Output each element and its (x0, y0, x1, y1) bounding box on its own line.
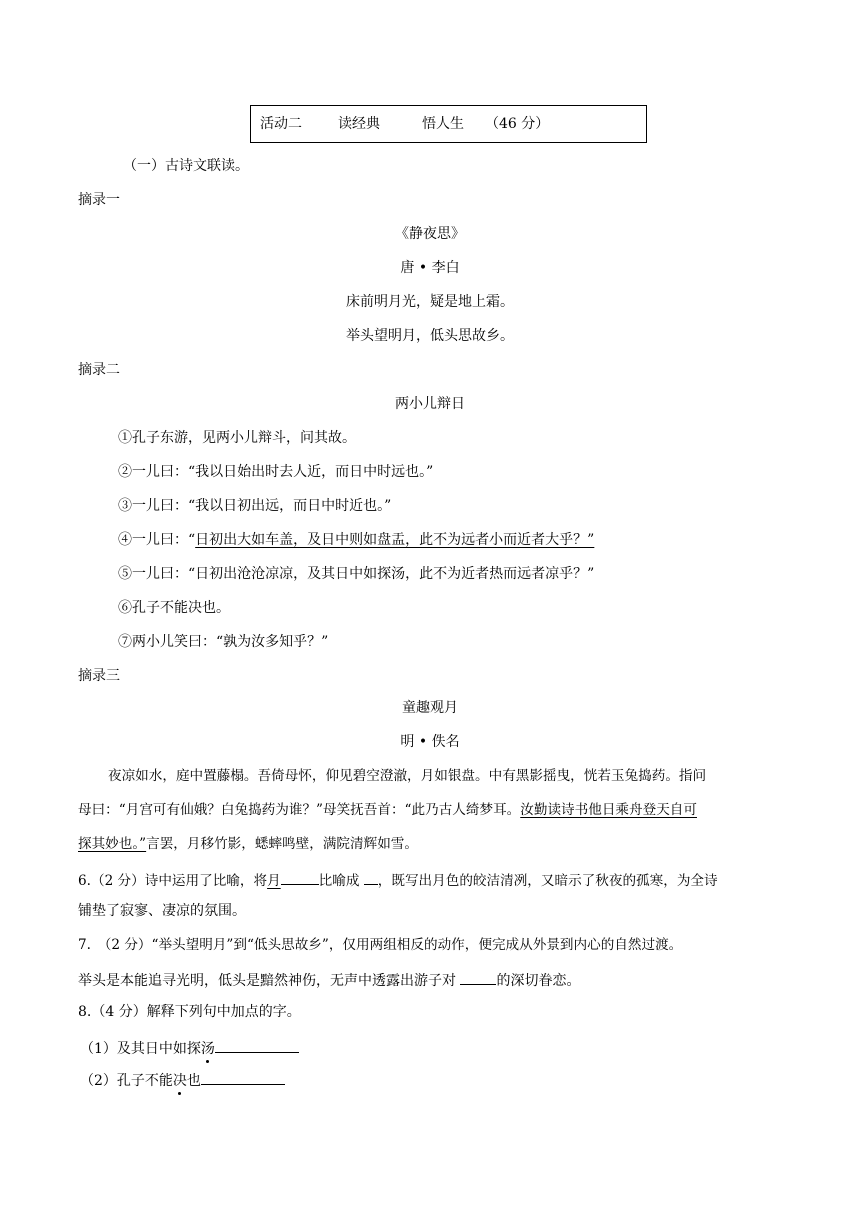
excerpt3-title: 童趣观月 (402, 700, 458, 716)
activity-score: （46 分） (485, 116, 550, 132)
question-8-item-1 (80, 1036, 299, 1059)
q6-text-c: ，既写出月色的皎洁清冽，又暗示了秋夜的孤寒，为全诗 (377, 873, 718, 889)
question-8-title: 8.（4 分）解释下列句中加点的字。 (78, 1004, 301, 1020)
question-8-item-2 (80, 1068, 285, 1091)
excerpt3-line-2 (78, 800, 697, 820)
excerpt3-label: 摘录三 (78, 668, 120, 684)
excerpt3-author: 明 • 佚名 (400, 734, 460, 750)
q8-2-text: （2）孔子不能 (80, 1073, 173, 1089)
excerpt1-label: 摘录一 (78, 192, 120, 208)
sentence-4-prefix: ④一儿曰：“ (118, 532, 196, 548)
q8-1-dotted-char: 汤 (200, 1041, 215, 1057)
q6-text-a: 6.（2 分）诗中运用了比喻，将 (78, 873, 268, 889)
excerpt2-sentence-4 (118, 530, 594, 550)
poem-line-2: 举头望明月，低头思故乡。 (346, 328, 514, 344)
excerpt3-line-1: 夜凉如水，庭中置藤榻。吾倚母怀，仰见碧空澄澈，月如银盘。中有黑影摇曳，恍若玉兔捣药。指问 (108, 768, 707, 784)
activity-part2: 悟人生 (422, 116, 464, 132)
line-2-prefix: 母曰：“月宫可有仙娥？白兔捣药为谁？”母笑抚吾首：“此乃古人绮梦耳。 (78, 802, 521, 818)
q6-text-b: 比喻成 (318, 873, 360, 889)
activity-label: 活动二 (260, 116, 302, 132)
q6-blank-2[interactable] (364, 868, 378, 885)
line-3-suffix: 言罢，月移竹影，蟋蟀鸣壁，满院清辉如雪。 (146, 836, 418, 852)
excerpt3-line-3 (78, 834, 418, 854)
q8-2-text-b: 也 (186, 1073, 201, 1089)
q8-2-dotted-char: 决 (172, 1073, 187, 1089)
excerpt2-sentence-6: ⑥孔子不能决也。 (118, 600, 230, 616)
q6-blank-1[interactable] (281, 868, 319, 885)
excerpt2-sentence-2: ②一儿曰：“我以日始出时去人近，而日中时远也。” (118, 464, 434, 480)
q7-text-a: 举头是本能追寻光明，低头是黯然神伤，无声中透露出游子对 (78, 973, 456, 989)
excerpt2-label: 摘录二 (78, 362, 120, 378)
q6-answer: 月 (267, 873, 281, 889)
excerpt2-title: 两小儿辩日 (395, 396, 465, 412)
question-6-line-1 (78, 868, 718, 891)
activity-header-box (250, 105, 647, 143)
q8-1-answer-blank[interactable] (215, 1036, 299, 1053)
excerpt2-sentence-7: ⑦两小儿笑曰：“孰为汝多知乎？” (118, 634, 329, 650)
question-7-line-1: 7. （2 分）“举头望明月”到“低头思故乡”，仅用两组相反的动作，便完成从外景到内心的自然过渡。 (78, 937, 683, 953)
sentence-4-underlined: 日初出大如车盖，及日中则如盘盂，此不为远者小而近者大乎？” (195, 532, 595, 548)
line-2-underlined: 汝勤读诗书他日乘舟登天自可 (520, 802, 697, 818)
excerpt2-sentence-1: ①孔子东游，见两小儿辩斗，问其故。 (118, 430, 356, 446)
q8-2-answer-blank[interactable] (201, 1068, 285, 1085)
activity-part1: 读经典 (338, 116, 380, 132)
q7-blank[interactable] (460, 968, 496, 985)
q7-text-b: 的深切眷恋。 (496, 973, 581, 989)
excerpt1-author: 唐 • 李白 (400, 260, 460, 276)
question-7-line-2 (78, 968, 580, 991)
poem-line-1: 床前明月光，疑是地上霜。 (346, 294, 514, 310)
q8-1-text: （1）及其日中如探 (80, 1041, 201, 1057)
line-3-underlined: 探其妙也。” (78, 836, 147, 852)
question-6-line-2: 铺垫了寂寥、凄凉的氛围。 (78, 903, 246, 919)
excerpt1-title: 《静夜思》 (395, 226, 465, 242)
excerpt2-sentence-5: ⑤一儿曰：“日初出沧沧凉凉，及其日中如探汤，此不为近者热而远者凉乎？” (118, 566, 595, 582)
section-title: （一）古诗文联读。 (123, 158, 249, 174)
excerpt2-sentence-3: ③一儿曰：“我以日初出远，而日中时近也。” (118, 498, 392, 514)
